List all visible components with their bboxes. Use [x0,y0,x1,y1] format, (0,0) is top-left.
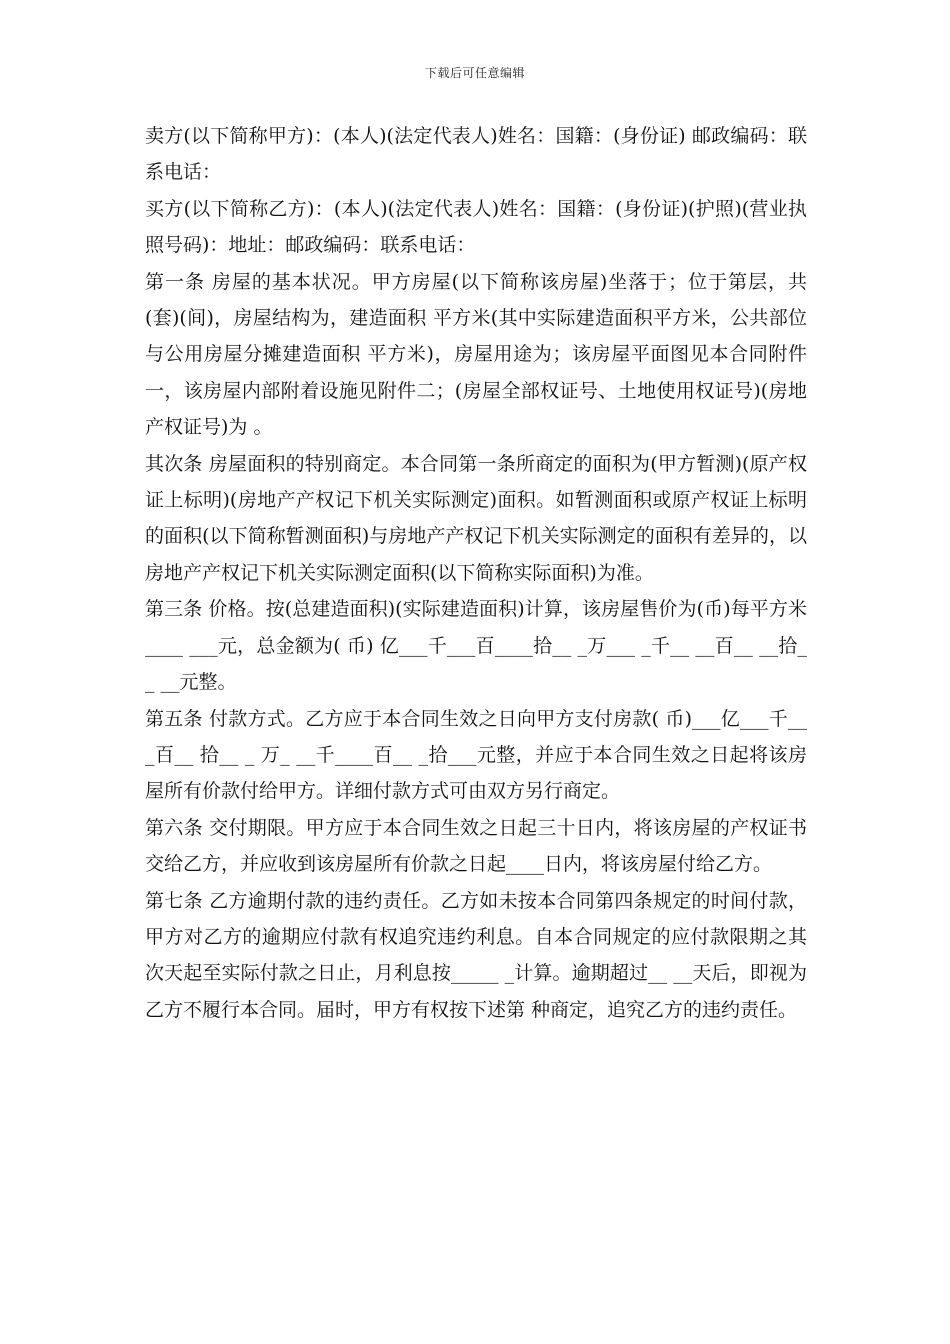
paragraph-article-2: 其次条 房屋面积的特别商定。本合同第一条所商定的面积为(甲方暂测)(原产权证上标明)(房地产产权记下机关实际测定)面积。如暂测面积或原产权证上标明的面积(以下简称暂测面积)与房地产产权记下机关实际测定的面积有差异的，以房地产产权记下机关实际测定面积(以下简称实际面积)为准。 [145,452,807,584]
paragraph-article-5: 第五条 付款方式。乙方应于本合同生效之日向甲方支付房款( 币)___亿___千___百__ 拾__ _ 万_ __千____百__ _拾___元整，并应于本合同生效之日起将该房屋所有价款付给甲方。详细付款方式可由双方另行商定。 [145,707,807,803]
paragraph-article-7: 第七条 乙方逾期付款的违约责任。乙方如未按本合同第四条规定的时间付款，甲方对乙方的逾期应付款有权追究违约利息。自本合同规定的应付款限期之其次天起至实际付款之日止，月利息按_____ _计算。逾期超过__ __天后，即视为乙方不履行本合同。届时，甲方有权按下述第 种商定，追究乙方的违约责任。 [145,889,807,1021]
paragraph-article-3: 第三条 价格。按(总建造面积)(实际建造面积)计算，该房屋售价为(币)每平方米____ ___元，总金额为( 币) 亿___千___百____拾__ _万___ _千__ __百__ __拾__ __元整。 [145,598,807,694]
document-body [145,118,807,1028]
paragraph-article-6: 第六条 交付期限。甲方应于本合同生效之日起三十日内，将该房屋的产权证书交给乙方，并应收到该房屋所有价款之日起____日内，将该房屋付给乙方。 [145,816,807,876]
page-header-note: 下载后可任意编辑 [424,66,525,80]
paragraph-article-1: 第一条 房屋的基本状况。甲方房屋(以下简称该房屋)坐落于；位于第层，共 (套)(间)，房屋结构为，建造面积 平方米(其中实际建造面积平方米，公共部位与公用房屋分摊建造面积 平方米)，房屋用途为；该房屋平面图见本合同附件一，该房屋内部附着设施见附件二；(房屋全部权证号、土地使用权证号)(房地产权证号)为 。 [145,270,807,439]
paragraph-seller-info: 卖方(以下简称甲方)：(本人)(法定代表人)姓名：国籍：(身份证) 邮政编码：联系电话： [145,125,807,184]
paragraph-buyer-info: 买方(以下简称乙方)：(本人)(法定代表人)姓名：国籍：(身份证)(护照)(营业执照号码)：地址：邮政编码：联系电话： [145,197,807,257]
